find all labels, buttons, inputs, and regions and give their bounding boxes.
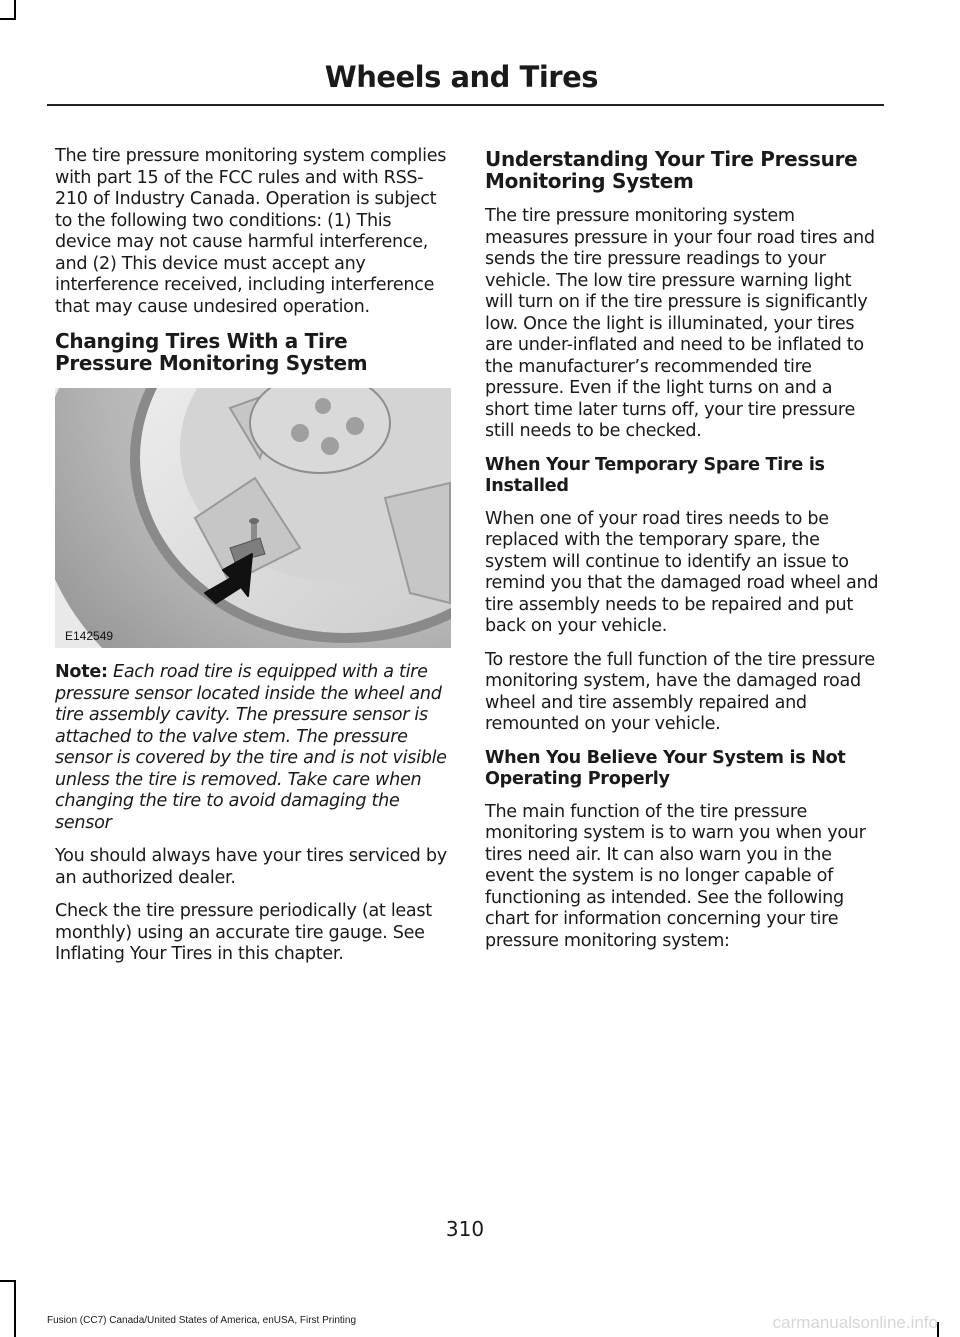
note-block bbox=[55, 662, 451, 834]
tire-valve-figure bbox=[55, 388, 451, 648]
spare-paragraph-1: When one of your road tires needs to be replaced with the temporary spare, the system will continue to identify an issue to remind you that the damaged road wheel and tire assembly needs to be repaired and put back on your vehicle. bbox=[485, 508, 879, 636]
section-heading-understanding: Understanding Your Tire Pressure Monitoring System bbox=[485, 147, 858, 193]
crop-mark bbox=[14, 1280, 16, 1337]
left-column bbox=[55, 146, 451, 978]
page-number: 310 bbox=[445, 1217, 485, 1241]
check-pressure-paragraph: Check the tire pressure periodically (at least monthly) using an accurate tire gauge. See Inflating Your Tires in this chapter. bbox=[55, 901, 432, 964]
crop-mark bbox=[0, 1280, 16, 1282]
subheading-spare-installed: When Your Temporary Spare Tire is Installed bbox=[485, 454, 825, 496]
note-label: Note: bbox=[55, 662, 108, 682]
right-column bbox=[485, 148, 881, 964]
subheading-not-operating: When You Believe Your System is Not Operating Properly bbox=[485, 747, 846, 789]
spare-paragraph-2: To restore the full function of the tire pressure monitoring system, have the damaged road wheel and tire assembly repaired and remounted on your vehicle. bbox=[485, 649, 875, 734]
crop-mark bbox=[0, 18, 16, 20]
footer-edition: Fusion (CC7) Canada/United States of America, enUSA, First Printing bbox=[47, 1315, 357, 1326]
service-paragraph: You should always have your tires serviced by an authorized dealer. bbox=[55, 846, 447, 888]
figure-id: E142549 bbox=[65, 629, 114, 643]
page-title: Wheels and Tires bbox=[324, 60, 598, 94]
watermark: carmanualsonline.info bbox=[772, 1313, 938, 1332]
wheel-illustration bbox=[55, 388, 451, 648]
note-paragraph bbox=[55, 662, 451, 834]
header-divider bbox=[47, 104, 884, 106]
understanding-paragraph: The tire pressure monitoring system measures pressure in your four road tires and sends the tire pressure readings to your vehicle. The low tire pressure warning light will turn on if the tire pressure is significantly low. Once the light is illuminated, your tires are under-inflated and need to be inflated to the manufacturer’s recommended tire pressure. Even if the light turns on and a short time later turns off, your tire pressure still needs to be checked. bbox=[485, 206, 875, 441]
note-text: Each road tire is equipped with a tire pressure sensor located inside the wheel and tire assembly cavity. The pressure sensor is attached to the valve stem. The pressure sensor is covered by the tire and is not visible unless the tire is removed. Take care when changing the tire to avoid damaging the sensor bbox=[55, 662, 447, 833]
fcc-compliance-paragraph: The tire pressure monitoring system complies with part 15 of the FCC rules and with RSS-210 of Industry Canada. Operation is subject to the following two conditions: (1) This device may not cause harmful interference, and (2) This device must accept any interference received, including interference that may cause undesired operation. bbox=[55, 146, 447, 317]
not-operating-paragraph: The main function of the tire pressure monitoring system is to warn you when your tires need air. It can also warn you in the event the system is no longer capable of functioning as intended. See the following chart for information concerning your tire pressure monitoring system: bbox=[485, 801, 866, 951]
section-heading-changing-tires: Changing Tires With a Tire Pressure Monitoring System bbox=[55, 329, 368, 375]
crop-mark bbox=[14, 0, 16, 20]
